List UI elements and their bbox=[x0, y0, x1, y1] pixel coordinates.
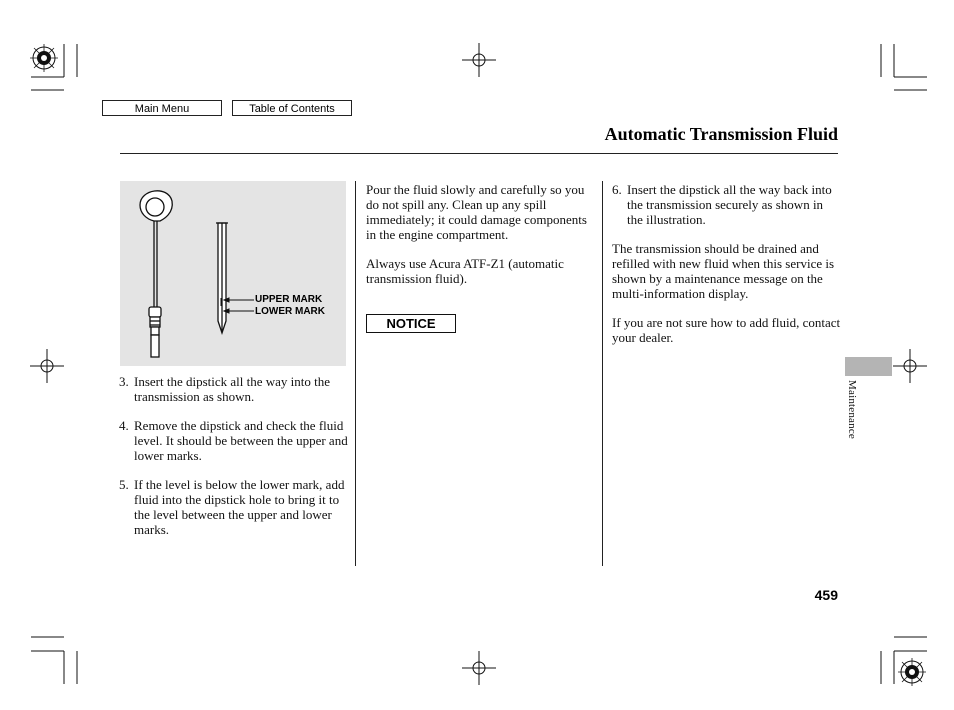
step-number: 3. bbox=[119, 374, 129, 389]
paragraph: If you are not sure how to add fluid, contact your dealer. bbox=[612, 315, 841, 345]
dipstick-illustration bbox=[120, 181, 346, 366]
table-of-contents-button[interactable]: Table of Contents bbox=[232, 100, 352, 116]
dipstick-drawing bbox=[120, 181, 346, 366]
step-number: 4. bbox=[119, 418, 129, 433]
step-text: Insert the dipstick all the way back into the transmission securely as shown in the illustration. bbox=[627, 182, 832, 227]
main-menu-button[interactable]: Main Menu bbox=[102, 100, 222, 116]
lower-mark-label: LOWER MARK bbox=[255, 306, 325, 317]
crosshair-icon bbox=[462, 651, 496, 685]
paragraph: The transmission should be drained and refilled with new fluid when this service is shown by a maintenance message on the multi-information display. bbox=[612, 241, 835, 301]
step-item bbox=[119, 477, 349, 537]
upper-mark-label: UPPER MARK bbox=[255, 294, 323, 305]
section-tab[interactable] bbox=[845, 357, 892, 376]
section-tab-label: Maintenance bbox=[846, 380, 858, 440]
registration-target-icon bbox=[898, 658, 926, 686]
title-rule bbox=[120, 153, 838, 154]
column-divider bbox=[355, 181, 356, 566]
step-text: If the level is below the lower mark, add fluid into the dipstick hole to bring it to the level between the upper and lower marks. bbox=[134, 477, 345, 537]
step-number: 5. bbox=[119, 477, 129, 492]
column-3-text bbox=[612, 182, 842, 359]
paragraph: Pour the fluid slowly and carefully so you do not spill any. Clean up any spill immediately; it could damage components in the engine compartment. bbox=[366, 182, 587, 242]
step-item bbox=[119, 418, 349, 463]
column-divider bbox=[602, 181, 603, 566]
step-number: 6. bbox=[612, 182, 622, 197]
registration-target-icon bbox=[30, 44, 58, 72]
crosshair-icon bbox=[893, 349, 927, 383]
step-text: Remove the dipstick and check the fluid level. It should be between the upper and lower marks. bbox=[134, 418, 348, 463]
column-1-steps bbox=[119, 374, 349, 551]
notice-label: NOTICE bbox=[366, 314, 456, 333]
step-text: Insert the dipstick all the way into the transmission as shown. bbox=[134, 374, 331, 404]
crosshair-icon bbox=[30, 349, 64, 383]
paragraph: Always use Acura ATF-Z1 (automatic transmission fluid). bbox=[366, 256, 564, 286]
step-item bbox=[119, 374, 349, 404]
crosshair-icon bbox=[462, 43, 496, 77]
column-2-text bbox=[366, 182, 596, 300]
page-number: 459 bbox=[814, 587, 838, 603]
page-title: Automatic Transmission Fluid bbox=[604, 124, 838, 144]
step-item bbox=[612, 182, 842, 227]
